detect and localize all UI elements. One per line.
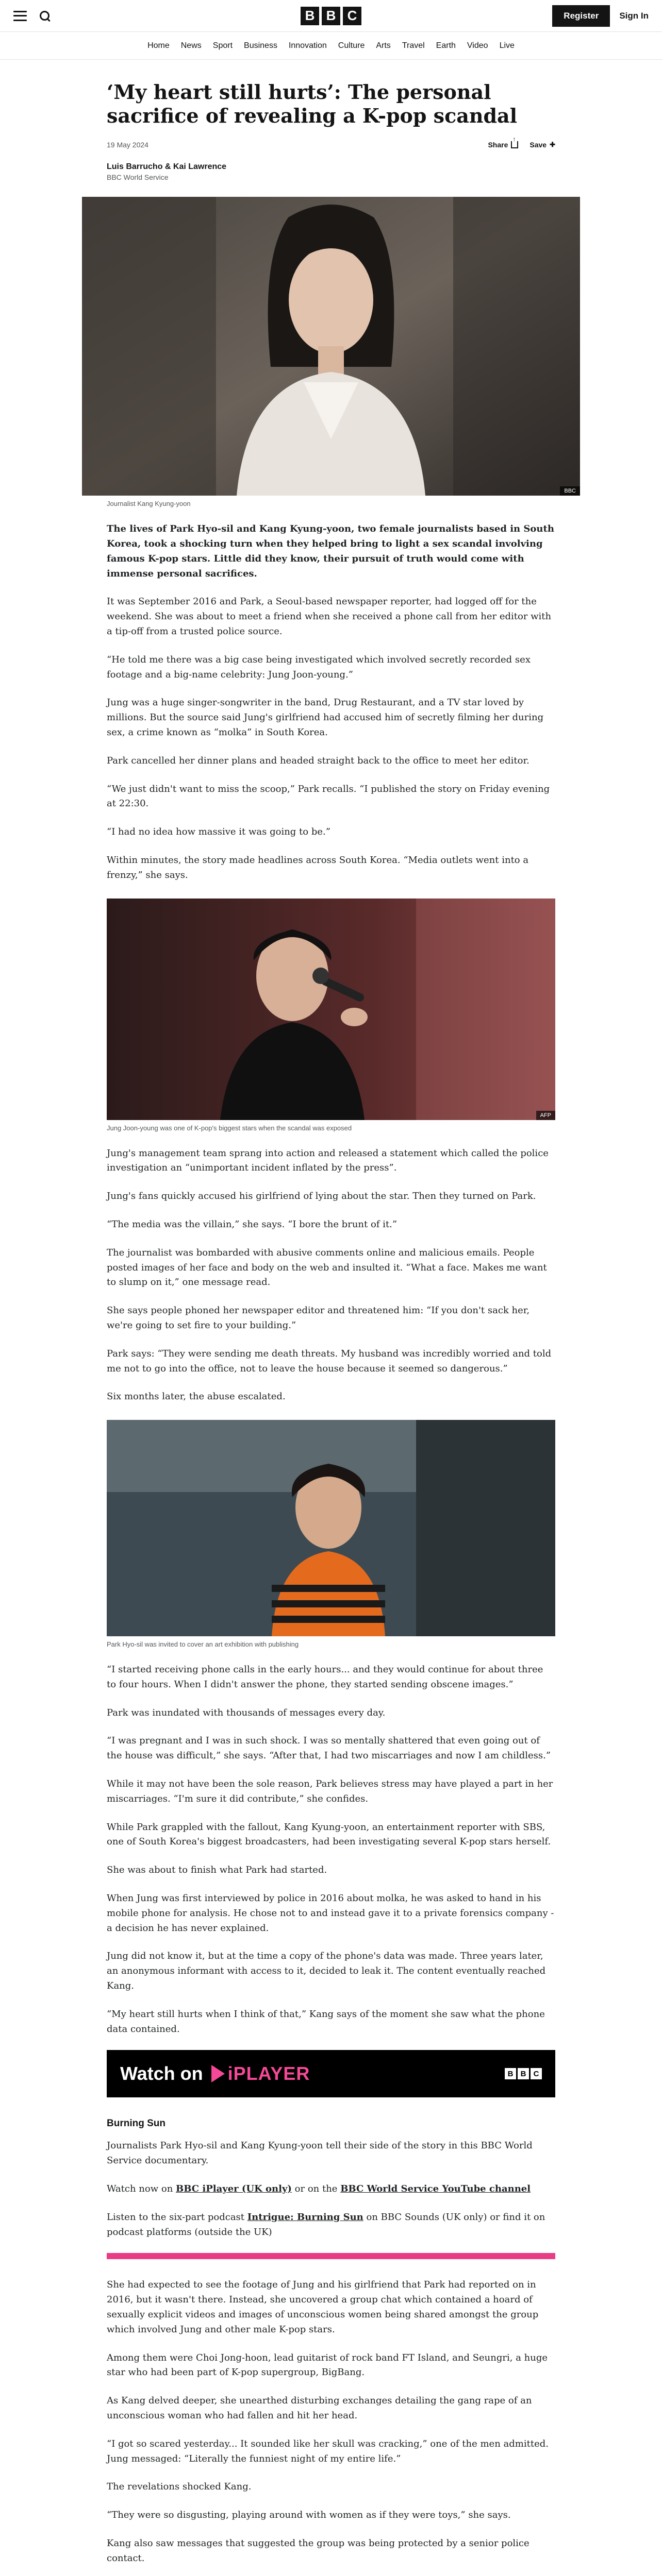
- park-figure: [107, 1420, 555, 1636]
- paragraph: It was September 2016 and Park, a Seoul-based newspaper reporter, had logged off for the weekend. She was about to meet a friend when she received a phone call from her editor with a tip-off from a trusted police source.: [107, 596, 552, 637]
- bbc-logo[interactable]: B B C: [301, 7, 361, 25]
- iplayer-watch-label: Watch on: [120, 2063, 203, 2084]
- article-lead: The lives of Park Hyo-sil and Kang Kyung-yoon, two female journalists based in South Korea, took a shocking turn when they helped bring to light a sex scandal involving famous K-pop stars. Little did they know, their pursuit of truth would come with immense personal sacrifices.: [107, 523, 554, 579]
- article-headline: ‘My heart still hurts’: The personal sacrifice of revealing a K-pop scandal: [107, 80, 518, 127]
- paragraph: “My heart still hurts when I think of that,” Kang says of the moment she saw what the phone data contained.: [107, 2008, 545, 2035]
- byline: [107, 162, 555, 181]
- park-caption: Park Hyo-sil was invited to cover an art exhibition with publishing: [107, 1640, 299, 1649]
- paragraph: Kang also saw messages that suggested the group was being protected by a senior police contact.: [107, 2537, 529, 2564]
- byline-authors: Luis Barrucho & Kai Lawrence: [107, 162, 227, 172]
- paragraph: Park cancelled her dinner plans and headed straight back to the office to meet her editor.: [107, 755, 529, 766]
- paragraph: She says people phoned her newspaper editor and threatened him: “If you don't sack her, we're going to set fire to your building.”: [107, 1305, 530, 1331]
- paragraph: Park was inundated with thousands of messages every day.: [107, 1707, 386, 1718]
- paragraph: “I started receiving phone calls in the early hours... and they would continue for about three to four hours. When I didn't answer the phone, they started sending obscene images.”: [107, 1664, 543, 1690]
- paragraph: Among them were Choi Jong-hoon, lead guitarist of rock band FT Island, and Seungri, a huge star who had been part of K-pop supergroup, BigBang.: [107, 2352, 548, 2378]
- article-meta: [107, 141, 555, 149]
- nav-item-video[interactable]: Video: [467, 41, 488, 50]
- photo-credit: AFP: [536, 1111, 555, 1120]
- hero-caption: Journalist Kang Kyung-yoon: [107, 500, 191, 508]
- youtube-link[interactable]: BBC World Service YouTube channel: [340, 2183, 531, 2195]
- bbc-logo-small: B B C: [505, 2068, 542, 2079]
- hero-figure: [82, 197, 580, 496]
- main-nav: [0, 32, 662, 60]
- search-icon[interactable]: [39, 10, 51, 22]
- paragraph: “They were so disgusting, playing around with women as if they were toys,” she says.: [107, 2510, 511, 2521]
- nav-item-arts[interactable]: Arts: [376, 41, 391, 50]
- top-bar: [0, 0, 662, 32]
- nav-item-business[interactable]: Business: [244, 41, 277, 50]
- play-icon: [211, 2065, 225, 2082]
- singer-image: [107, 899, 555, 1120]
- singer-figure: [107, 899, 555, 1120]
- byline-service: BBC World Service: [107, 173, 169, 182]
- iplayer-brand: iPLAYER: [227, 2063, 310, 2084]
- paragraph: She was about to finish what Park had started.: [107, 1865, 327, 1876]
- share-label: Share: [488, 141, 508, 149]
- section-divider: [107, 2253, 555, 2259]
- burning-sun-heading: Burning Sun: [107, 2118, 166, 2129]
- paragraph: As Kang delved deeper, she unearthed disturbing exchanges detailing the gang rape of an unconscious woman who had fallen and hit her head.: [107, 2395, 532, 2421]
- article-date: 19 May 2024: [107, 141, 148, 149]
- paragraph: When Jung was first interviewed by police in 2016 about molka, he was asked to hand in his mobile phone for analysis. He chose not to and instead gave it to a private forensics company - a decision he has never explained.: [107, 1893, 554, 1934]
- save-label: Save: [529, 141, 547, 149]
- nav-item-travel[interactable]: Travel: [402, 41, 425, 50]
- paragraph: While Park grappled with the fallout, Kang Kyung-yoon, an entertainment reporter with SBS, one of South Korea's biggest broadcasters, had been investigating several K-pop stars herself.: [107, 1821, 551, 1848]
- nav-item-earth[interactable]: Earth: [436, 41, 456, 50]
- paragraph: Jung did not know it, but at the time a copy of the phone's data was made. Three years later, an anonymous informant with access to it, decided to leak it. The content eventually reached Kang.: [107, 1951, 546, 1992]
- sign-in-button[interactable]: Sign In: [619, 10, 649, 21]
- photo-credit: BBC: [560, 486, 580, 496]
- paragraph: Six months later, the abuse escalated.: [107, 1391, 286, 1402]
- listen-paragraph: Listen to the six-part podcast Intrigue: Burning Sun on BBC Sounds (UK only) or find it on podcast platforms (outside the UK): [107, 2211, 545, 2238]
- paragraph: “I got so scared yesterday... It sounded like her skull was cracking,” one of the men admitted. Jung messaged: “Literally the funniest night of my entire life.”: [107, 2438, 549, 2464]
- nav-item-live[interactable]: Live: [499, 41, 515, 50]
- paragraph: While it may not have been the sole reason, Park believes stress may have played a part in her miscarriages. “I'm sure it did contribute,” she confides.: [107, 1778, 553, 1804]
- nav-item-innovation[interactable]: Innovation: [288, 41, 327, 50]
- singer-caption: Jung Joon-young was one of K-pop's biggest stars when the scandal was exposed: [107, 1124, 352, 1132]
- menu-icon[interactable]: [13, 11, 27, 21]
- paragraph: Park says: “They were sending me death threats. My husband was incredibly worried and told me not to go into the office, not to leave the house because it seemed so dangerous.”: [107, 1348, 552, 1374]
- paragraph: “He told me there was a big case being investigated which involved secretly recorded sex footage and a big-name celebrity: Jung Joon-young.”: [107, 654, 531, 680]
- nav-item-sport[interactable]: Sport: [212, 41, 233, 50]
- iplayer-link[interactable]: BBC iPlayer (UK only): [176, 2183, 292, 2195]
- watch-now-paragraph: Watch now on BBC iPlayer (UK only) or on the BBC World Service YouTube channel: [107, 2183, 531, 2195]
- paragraph: Jung's management team sprang into action and released a statement which called the police investigation an “unimportant incident inflated by the press”.: [107, 1147, 549, 1174]
- nav-item-home[interactable]: Home: [147, 41, 170, 50]
- nav-item-news[interactable]: News: [180, 41, 202, 50]
- iplayer-banner[interactable]: [107, 2050, 555, 2097]
- paragraph: Jung was a huge singer-songwriter in the band, Drug Restaurant, and a TV star loved by millions. But the source said Jung's girlfriend had accused him of secretly filming her during sex, a crime known as “molka” in South Korea.: [107, 697, 544, 738]
- bookmark-icon: ✚: [550, 141, 555, 149]
- paragraph: “I was pregnant and I was in such shock. I was so mentally shattered that even going out of the house was difficult,” she says. “After that, I had two miscarriages and now I am childless.”: [107, 1735, 551, 1761]
- register-button[interactable]: Register: [552, 5, 610, 27]
- nav-item-culture[interactable]: Culture: [338, 41, 365, 50]
- paragraph: “I had no idea how massive it was going to be.”: [107, 826, 330, 838]
- paragraph: “The media was the villain,” she says. “I bore the brunt of it.”: [107, 1218, 398, 1230]
- paragraph: Journalists Park Hyo-sil and Kang Kyung-yoon tell their side of the story in this BBC World Service documentary.: [107, 2140, 533, 2166]
- save-button[interactable]: [529, 141, 555, 149]
- park-image: [107, 1420, 555, 1636]
- paragraph: The revelations shocked Kang.: [107, 2481, 252, 2493]
- paragraph: Jung's fans quickly accused his girlfriend of lying about the star. Then they turned on Park.: [107, 1191, 536, 1202]
- paragraph: She had expected to see the footage of Jung and his girlfriend that Park had reported on in 2016, but it wasn't there. Instead, she uncovered a group chat which contained a hoard of sexually explicit videos and images of unconscious women being shared amongst the group which involved Jung and other male K-pop stars.: [107, 2279, 539, 2335]
- share-icon: [511, 141, 518, 148]
- hero-image: [82, 197, 580, 496]
- paragraph: The journalist was bombarded with abusive comments online and malicious emails. People posted images of her face and body on the web and insulted it. “What a face. Makes me want to slump on it,” one message read.: [107, 1247, 547, 1288]
- paragraph: Within minutes, the story made headlines across South Korea. “Media outlets went into a frenzy,” she says.: [107, 854, 529, 880]
- paragraph: “We just didn't want to miss the scoop,” Park recalls. “I published the story on Friday evening at 22:30.: [107, 783, 550, 809]
- share-button[interactable]: [488, 141, 518, 149]
- podcast-link[interactable]: Intrigue: Burning Sun: [247, 2211, 363, 2223]
- article: [107, 60, 576, 2576]
